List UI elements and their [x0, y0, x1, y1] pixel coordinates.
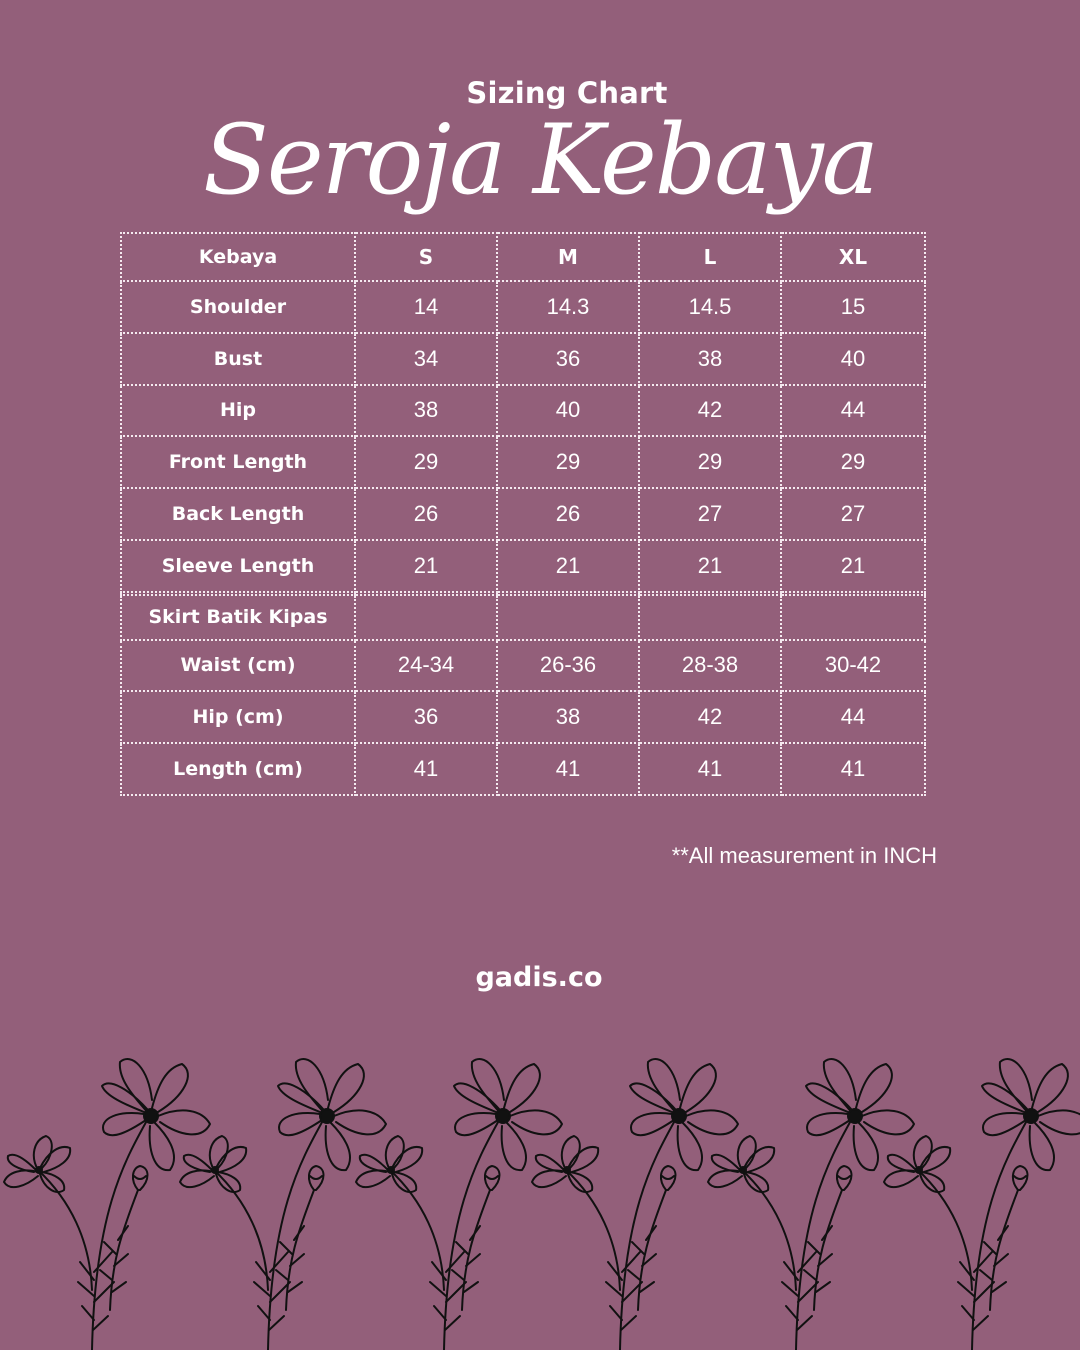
table-row	[121, 281, 925, 333]
table-cell: 14.3	[497, 281, 639, 333]
table-section-row	[121, 595, 925, 639]
size-header-m: M	[497, 233, 639, 281]
table-cell	[781, 595, 925, 639]
table-cell: 41	[781, 743, 925, 795]
table-row	[121, 385, 925, 437]
row-label: Waist (cm)	[121, 640, 355, 692]
row-label: Bust	[121, 333, 355, 385]
table-cell: 26	[355, 488, 497, 540]
table-cell: 41	[497, 743, 639, 795]
brand-name: gadis.co	[475, 962, 603, 993]
table-row	[121, 436, 925, 488]
table-cell: 38	[497, 691, 639, 743]
sizing-table	[120, 232, 926, 796]
table-cell: 42	[639, 385, 781, 437]
table-cell	[497, 595, 639, 639]
cosmos-flower-line-art-icon	[0, 1040, 1080, 1350]
row-label: Kebaya	[121, 233, 355, 281]
table-cell: 21	[497, 540, 639, 592]
table-row	[121, 691, 925, 743]
table-cell: 21	[639, 540, 781, 592]
table-cell: 24-34	[355, 640, 497, 692]
table-header-row	[121, 233, 925, 281]
table-cell: 29	[355, 436, 497, 488]
table-cell: 21	[781, 540, 925, 592]
table-cell: 29	[497, 436, 639, 488]
table-cell: 36	[355, 691, 497, 743]
table-row	[121, 640, 925, 692]
table-row	[121, 333, 925, 385]
table-cell: 21	[355, 540, 497, 592]
table-cell: 15	[781, 281, 925, 333]
table-cell: 41	[639, 743, 781, 795]
table-cell: 44	[781, 691, 925, 743]
row-label: Back Length	[121, 488, 355, 540]
table-row	[121, 743, 925, 795]
section-label: Skirt Batik Kipas	[121, 595, 355, 639]
row-label: Hip (cm)	[121, 691, 355, 743]
table-cell: 40	[497, 385, 639, 437]
table-row	[121, 488, 925, 540]
table-cell: 14	[355, 281, 497, 333]
size-header-s: S	[355, 233, 497, 281]
row-label: Hip	[121, 385, 355, 437]
table-cell: 28-38	[639, 640, 781, 692]
table-row	[121, 540, 925, 592]
table-cell	[639, 595, 781, 639]
row-label: Sleeve Length	[121, 540, 355, 592]
product-title: Seroja Kebaya	[203, 104, 877, 216]
table-cell: 26-36	[497, 640, 639, 692]
table-cell	[355, 595, 497, 639]
measurement-note: **All measurement in INCH	[671, 843, 937, 868]
table-cell: 30-42	[781, 640, 925, 692]
row-label: Shoulder	[121, 281, 355, 333]
size-header-l: L	[639, 233, 781, 281]
table-cell: 41	[355, 743, 497, 795]
table-cell: 29	[639, 436, 781, 488]
table-cell: 42	[639, 691, 781, 743]
table-cell: 36	[497, 333, 639, 385]
table-cell: 40	[781, 333, 925, 385]
table-cell: 38	[355, 385, 497, 437]
table-cell: 14.5	[639, 281, 781, 333]
table-cell: 38	[639, 333, 781, 385]
row-label: Length (cm)	[121, 743, 355, 795]
table-cell: 29	[781, 436, 925, 488]
table-cell: 27	[639, 488, 781, 540]
size-header-xl: XL	[781, 233, 925, 281]
chart-subtitle: Sizing Chart	[466, 76, 668, 110]
table-cell: 26	[497, 488, 639, 540]
table-cell: 44	[781, 385, 925, 437]
row-label: Front Length	[121, 436, 355, 488]
table-cell: 27	[781, 488, 925, 540]
table-cell: 34	[355, 333, 497, 385]
